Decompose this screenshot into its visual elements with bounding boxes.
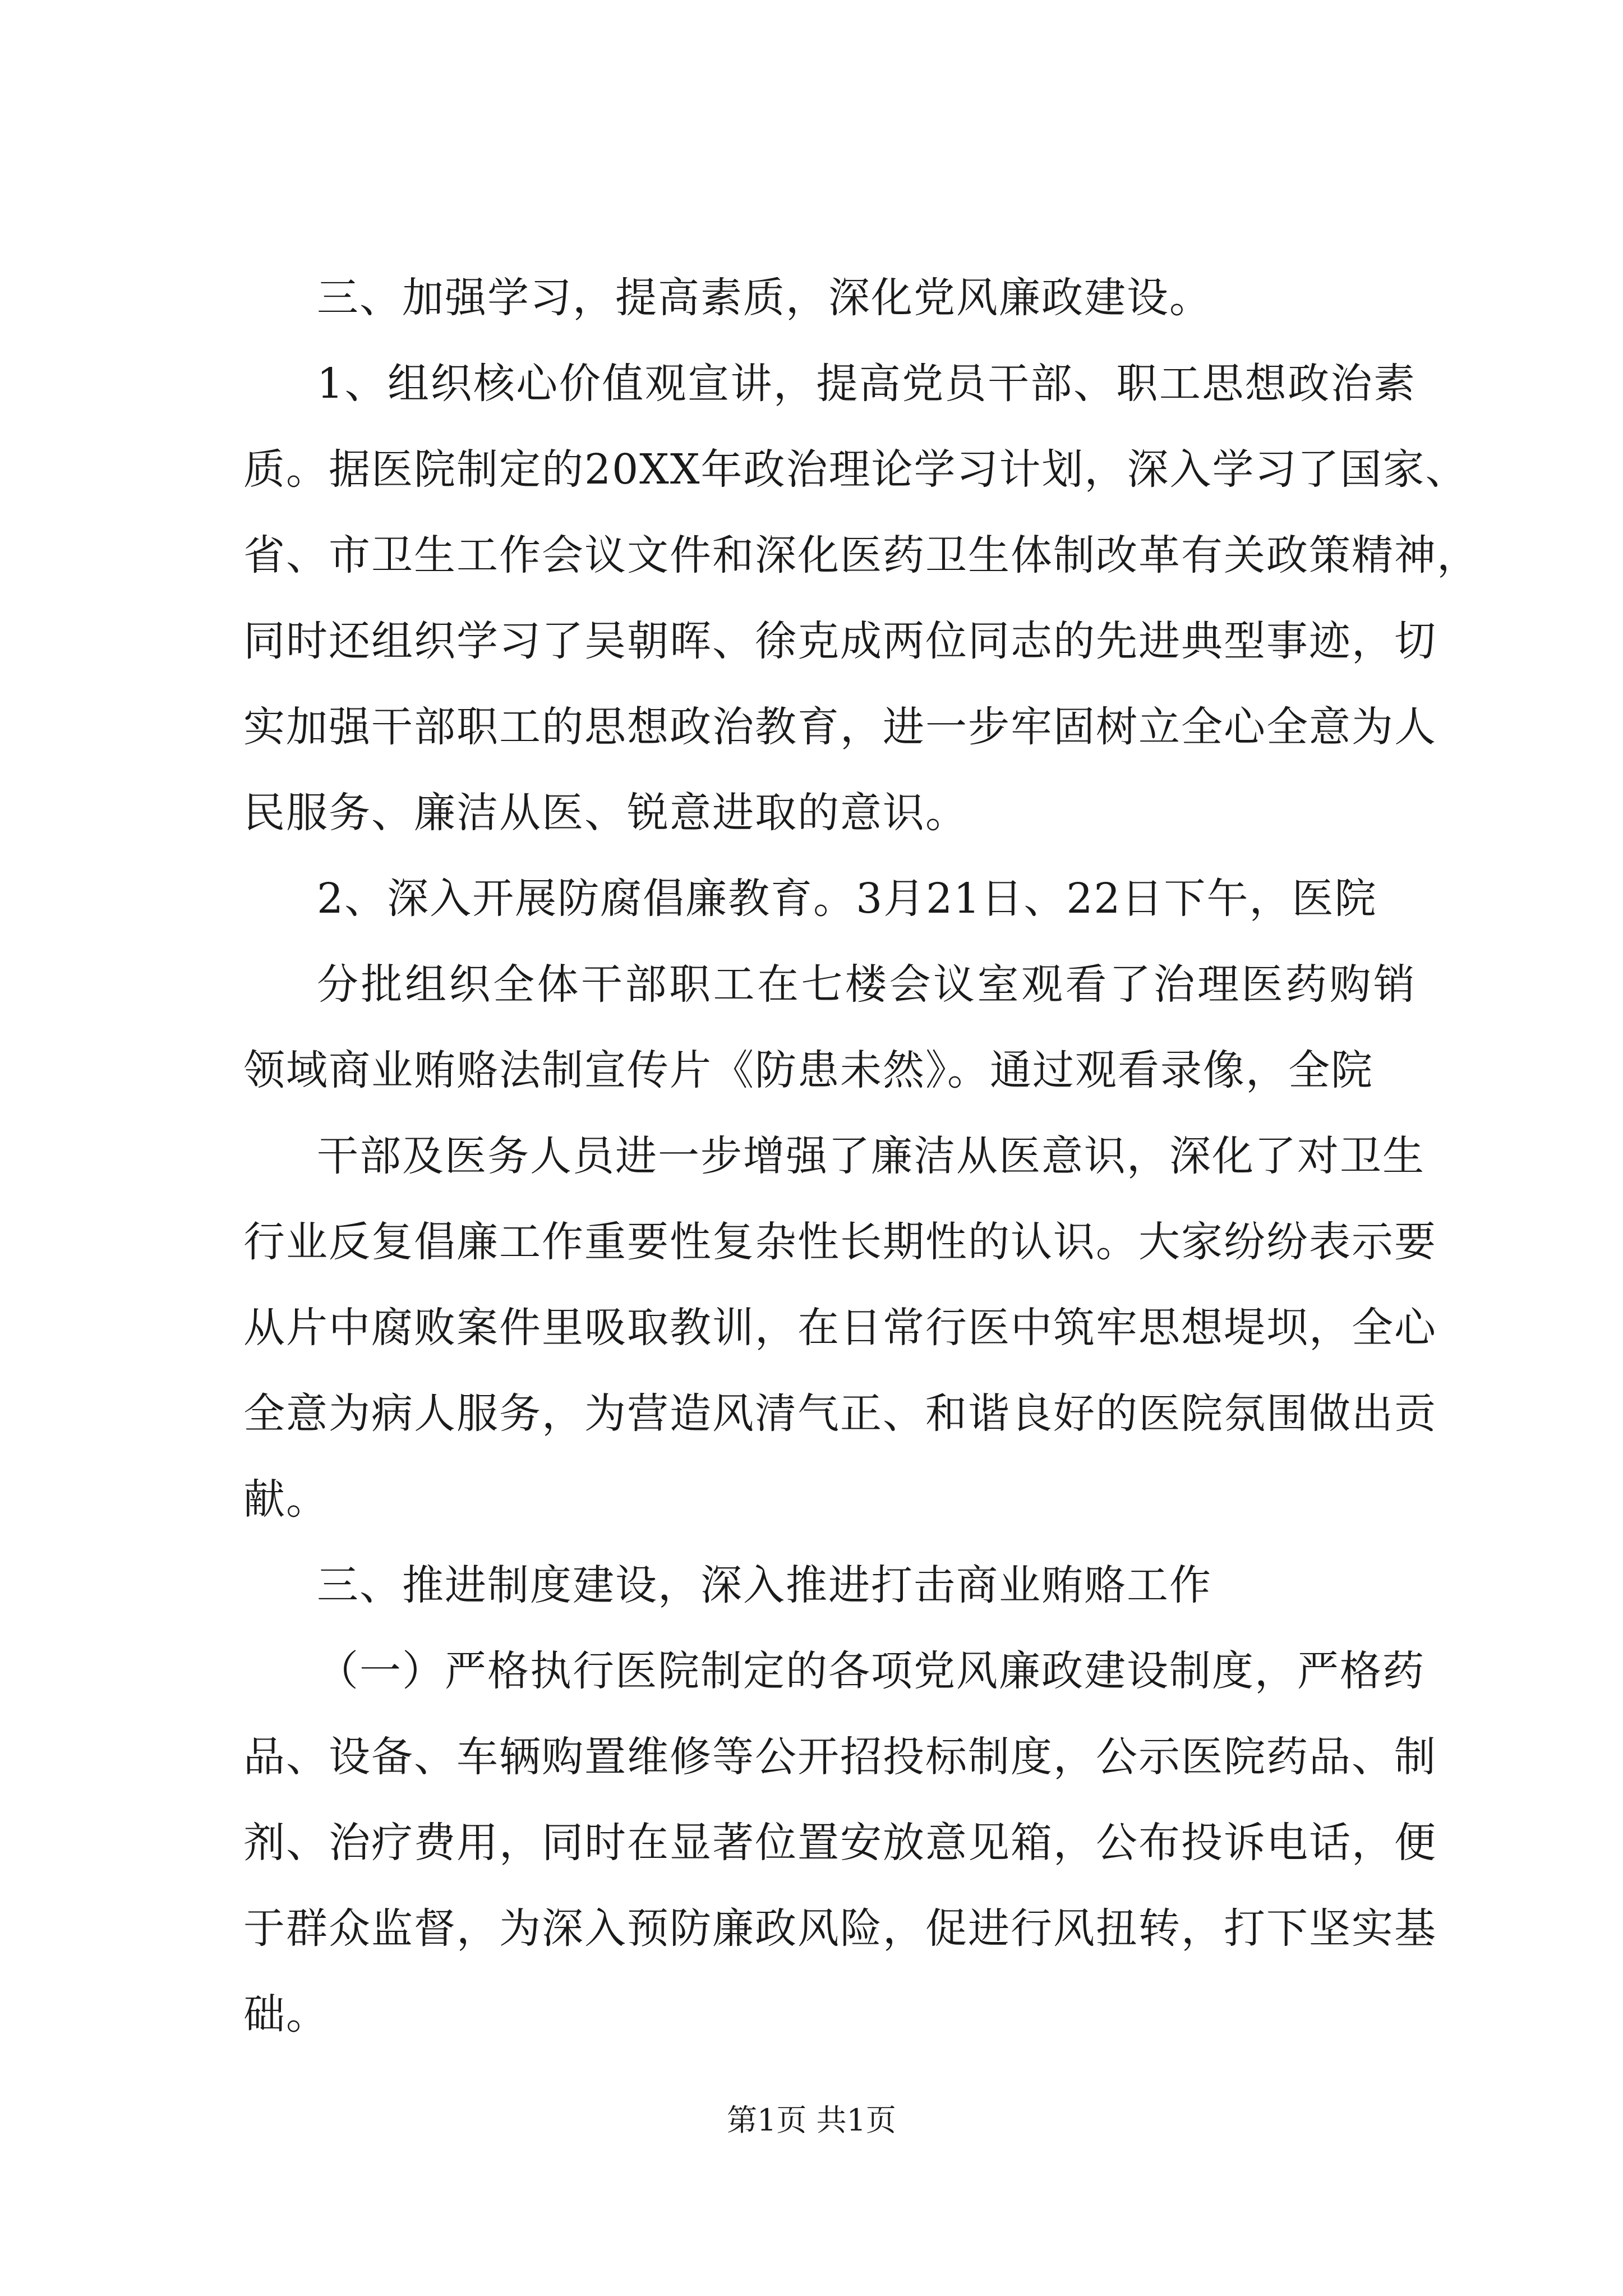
paragraph-line: 2、深入开展防腐倡廉教育。3月21日、22日下午，医院 (317, 875, 1377, 923)
section-heading-study: 三、加强学习，提高素质，深化党风廉政建设。 (317, 274, 1212, 322)
paragraph-line: 行业反复倡廉工作重要性复杂性长期性的认识。大家纷纷表示要 (243, 1218, 1437, 1266)
paragraph-line: 于群众监督，为深入预防廉政风险，促进行风扭转，打下坚实基 (243, 1904, 1437, 1953)
paragraph-line: 干部及医务人员进一步增强了廉洁从医意识，深化了对卫生 (317, 1132, 1425, 1180)
paragraph-line: 民服务、廉洁从医、锐意进取的意识。 (243, 789, 968, 837)
paragraph-line: 省、市卫生工作会议文件和深化医药卫生体制改革有关政策精神， (243, 531, 1479, 579)
section-heading-system: 三、推进制度建设，深入推进打击商业贿赂工作 (317, 1561, 1212, 1609)
paragraph-line: 品、设备、车辆购置维修等公开招投标制度，公示医院药品、制 (243, 1733, 1437, 1781)
paragraph-line: 实加强干部职工的思想政治教育，进一步牢固树立全心全意为人 (243, 703, 1437, 751)
paragraph-line: 领域商业贿赂法制宣传片《防患未然》。通过观看录像，全院 (243, 1046, 1373, 1094)
page-number-footer: 第1页 共1页 (727, 2102, 896, 2138)
paragraph-line: 献。 (243, 1475, 329, 1524)
paragraph-line: （一）严格执行医院制定的各项党风廉政建设制度，严格药 (317, 1647, 1425, 1695)
paragraph-line: 质。据医院制定的20XX年政治理论学习计划，深入学习了国家、 (243, 445, 1468, 494)
paragraph-line: 全意为病人服务，为营造风清气正、和谐良好的医院氛围做出贡 (243, 1389, 1437, 1438)
document-body (243, 255, 1479, 2058)
paragraph-line: 同时还组织学习了吴朝晖、徐克成两位同志的先进典型事迹，切 (243, 617, 1437, 665)
paragraph-line: 1、组织核心价值观宣讲，提高党员干部、职工思想政治素 (317, 360, 1416, 408)
paragraph-line: 础。 (243, 1990, 329, 2039)
paragraph-line: 分批组织全体干部职工在七楼会议室观看了治理医药购销 (317, 960, 1416, 1009)
paragraph-line: 剂、治疗费用，同时在显著位置安放意见箱，公布投诉电话，便 (243, 1819, 1437, 1867)
paragraph-line: 从片中腐败案件里吸取教训，在日常行医中筑牢思想堤坝，全心 (243, 1304, 1437, 1352)
